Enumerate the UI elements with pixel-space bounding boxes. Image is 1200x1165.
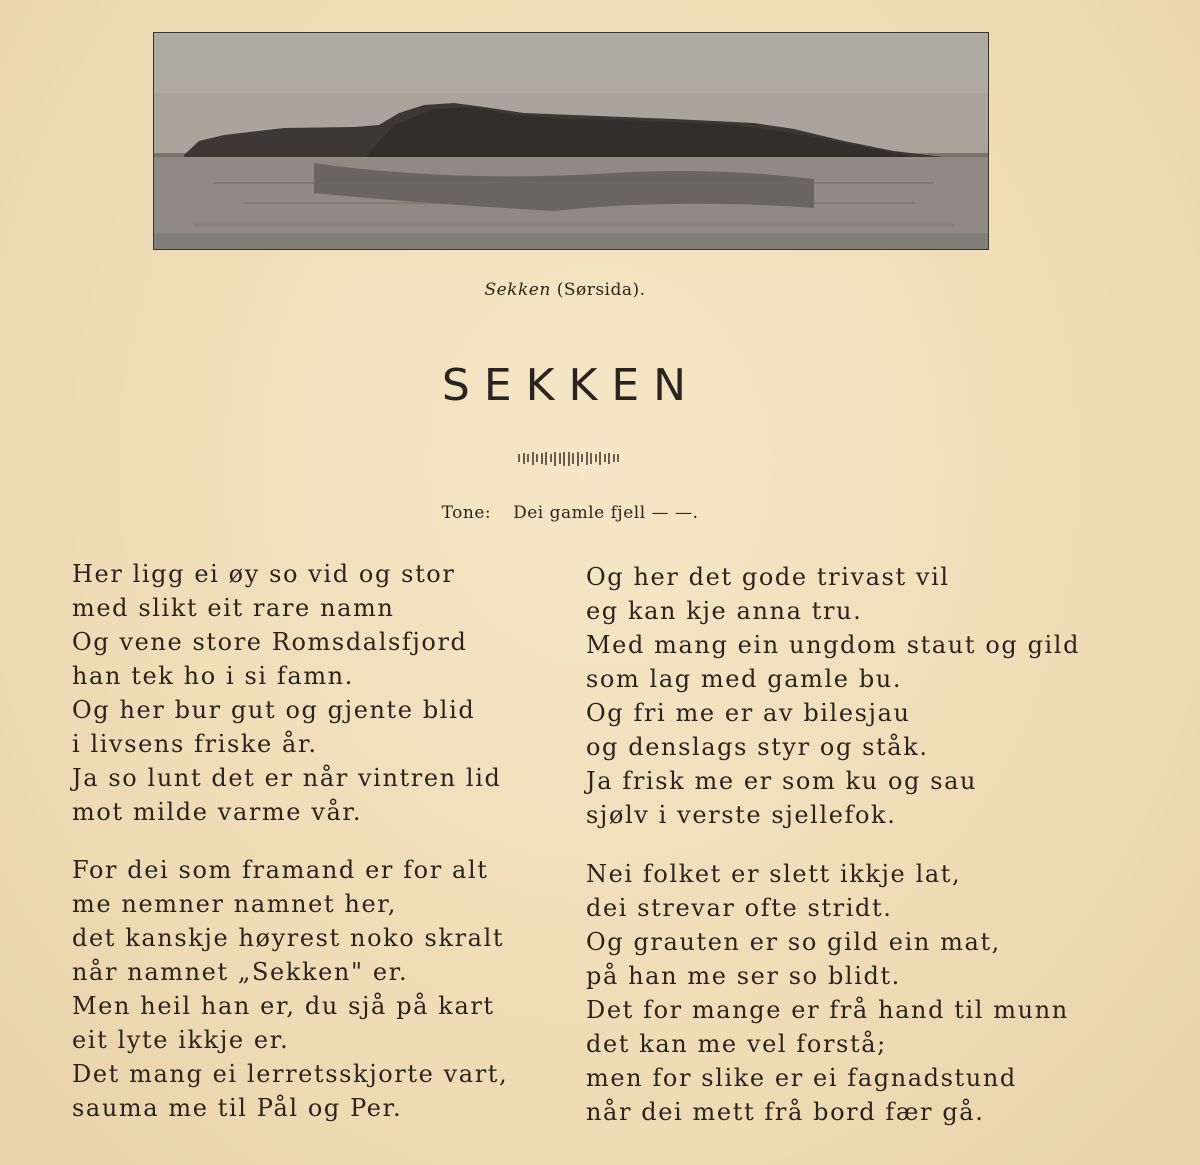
stanza-2 xyxy=(586,560,1080,832)
poem-title: SEKKEN xyxy=(441,360,701,411)
verse-line: Ja frisk me er som ku og sau xyxy=(586,767,978,795)
verse-line: me nemner namnet her, xyxy=(72,890,397,918)
verse-line: Ja so lunt det er når vintren lid xyxy=(72,764,502,792)
verse-line: Det for mange er frå hand til munn xyxy=(586,996,1069,1024)
verse-line: med slikt eit rare namn xyxy=(72,594,395,622)
verse-line: han tek ho i si famn. xyxy=(72,662,354,690)
verse-line: dei strevar ofte stridt. xyxy=(586,894,893,922)
verse-line: Og her det gode trivast vil xyxy=(586,563,950,591)
tone-label: Tone: xyxy=(441,503,492,523)
caption-place: Sekken xyxy=(484,280,551,300)
verse-line: Men heil han er, du sjå på kart xyxy=(72,992,495,1020)
island-photo xyxy=(153,32,989,250)
verse-line: når namnet „Sekken" er. xyxy=(72,958,409,986)
verse-line: Her ligg ei øy so vid og stor xyxy=(72,560,456,588)
verse-line: på han me ser so blidt. xyxy=(586,962,901,990)
verse-line: mot milde varme vår. xyxy=(72,798,363,826)
stanza-3 xyxy=(72,853,508,1125)
island-photo-icon xyxy=(154,33,989,250)
verse-line: Og vene store Romsdalsfjord xyxy=(72,628,468,656)
verse-line: Og fri me er av bilesjau xyxy=(586,699,911,727)
verse-line: Og grauten er so gild ein mat, xyxy=(586,928,1001,956)
verse-line: eit lyte ikkje er. xyxy=(72,1026,290,1054)
caption-side: (Sørsida). xyxy=(556,280,646,300)
verse-line: Det mang ei lerretsskjorte vart, xyxy=(72,1060,509,1088)
verse-line: i livsens friske år. xyxy=(72,730,318,758)
verse-line: eg kan kje anna tru. xyxy=(586,597,863,625)
stanza-1 xyxy=(72,557,501,829)
photo-caption xyxy=(0,280,1130,300)
verse-line: sauma me til Pål og Per. xyxy=(72,1094,403,1122)
verse-line: Nei folket er slett ikkje lat, xyxy=(586,860,962,888)
verse-line: sjølv i verste sjellefok. xyxy=(586,801,897,829)
tone-line xyxy=(0,503,1140,523)
verse-line: når dei mett frå bord fær gå. xyxy=(586,1098,985,1126)
verse-line: Og her bur gut og gjente blid xyxy=(72,696,476,724)
stanza-4 xyxy=(586,857,1069,1129)
ornament-divider-icon xyxy=(517,450,621,468)
verse-line: og denslags styr og ståk. xyxy=(586,733,929,761)
verse-line: som lag med gamle bu. xyxy=(586,665,903,693)
verse-line: det kan me vel forstå; xyxy=(586,1030,887,1058)
tone-melody: Dei gamle fjell — —. xyxy=(513,503,699,523)
verse-line: det kanskje høyrest noko skralt xyxy=(72,924,505,952)
verse-line: Med mang ein ungdom staut og gild xyxy=(586,631,1081,659)
verse-line: men for slike er ei fagnadstund xyxy=(586,1064,1017,1092)
verse-line: For dei som framand er for alt xyxy=(72,856,489,884)
